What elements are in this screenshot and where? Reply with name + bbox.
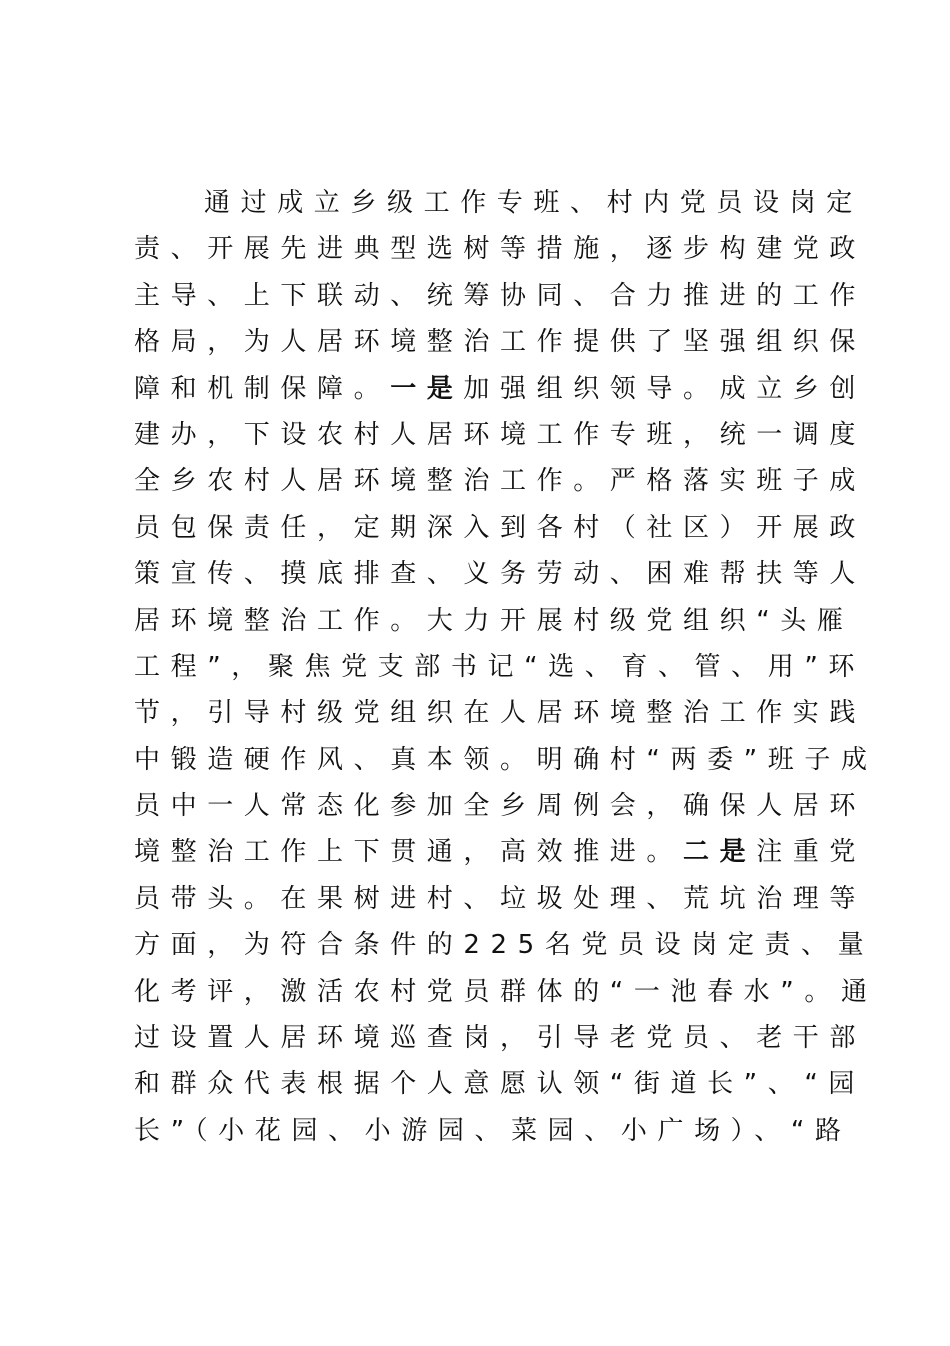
text-segment: 格局，为人居环境整治工作提供了坚强组织保 xyxy=(134,327,867,358)
text-line xyxy=(134,505,867,551)
text-segment: 主导、上下联动、统筹协同、合力推进的工作 xyxy=(134,280,867,311)
text-line xyxy=(134,644,866,690)
text-segment: 节，引导村级党组织在人居环境整治工作实践 xyxy=(134,698,867,729)
text-line xyxy=(134,783,867,829)
text-segment: 工程”，聚焦党支部书记“选、育、管、用”环 xyxy=(134,651,866,682)
text-segment: 中锻造硬作风、真本领。明确村“两委”班子成 xyxy=(134,744,878,775)
text-line xyxy=(134,273,867,319)
emphasis-text: 二是 xyxy=(683,837,757,868)
text-line xyxy=(134,690,867,736)
text-line xyxy=(134,922,875,968)
text-line xyxy=(134,226,867,272)
text-line xyxy=(134,412,867,458)
text-line xyxy=(134,969,878,1015)
body-paragraph xyxy=(134,180,878,1154)
text-line xyxy=(134,180,863,226)
text-line xyxy=(134,458,867,504)
text-line xyxy=(134,876,867,922)
text-segment: 通过成立乡级工作专班、村内党员设岗定 xyxy=(204,188,863,218)
text-segment: 责、开展先进典型选树等措施，逐步构建党政 xyxy=(134,234,867,265)
text-segment: 化考评，激活农村党员群体的“一池春水”。通 xyxy=(134,976,878,1007)
text-segment: 建办，下设农村人居环境工作专班，统一调度 xyxy=(134,419,867,450)
text-line xyxy=(134,1061,866,1107)
text-line xyxy=(134,829,867,875)
text-segment: 加强组织领导。成立乡创 xyxy=(463,373,867,404)
text-segment: 全乡农村人居环境整治工作。严格落实班子成 xyxy=(134,466,867,497)
text-segment: 过设置人居环境巡查岗，引导老党员、老干部 xyxy=(134,1023,867,1054)
text-segment: 居环境整治工作。大力开展村级党组织“头雁 xyxy=(134,605,854,636)
text-segment: 员带头。在果树进村、垃圾处理、荒坑治理等 xyxy=(134,883,867,914)
text-segment: 注重党 xyxy=(756,837,867,868)
text-line xyxy=(134,319,867,365)
text-segment: 障和机制保障。 xyxy=(134,373,391,404)
text-line xyxy=(134,366,867,412)
emphasis-text: 一是 xyxy=(390,373,464,404)
text-line xyxy=(134,1108,852,1154)
text-line xyxy=(134,598,854,644)
text-line xyxy=(134,1015,867,1061)
text-segment: 员包保责任，定期深入到各村（社区）开展政 xyxy=(134,512,867,543)
text-segment: 和群众代表根据个人意愿认领“街道长”、“园 xyxy=(134,1069,866,1100)
text-line xyxy=(134,737,878,783)
text-segment: 方面，为符合条件的225名党员设岗定责、量 xyxy=(134,930,875,961)
text-segment: 员中一人常态化参加全乡周例会，确保人居环 xyxy=(134,791,867,822)
text-segment: 策宣传、摸底排查、义务劳动、困难帮扶等人 xyxy=(134,559,867,590)
text-segment: 长”（小花园、小游园、菜园、小广场）、“路 xyxy=(134,1115,852,1146)
text-segment: 境整治工作上下贯通，高效推进。 xyxy=(134,837,684,868)
text-line xyxy=(134,551,867,597)
